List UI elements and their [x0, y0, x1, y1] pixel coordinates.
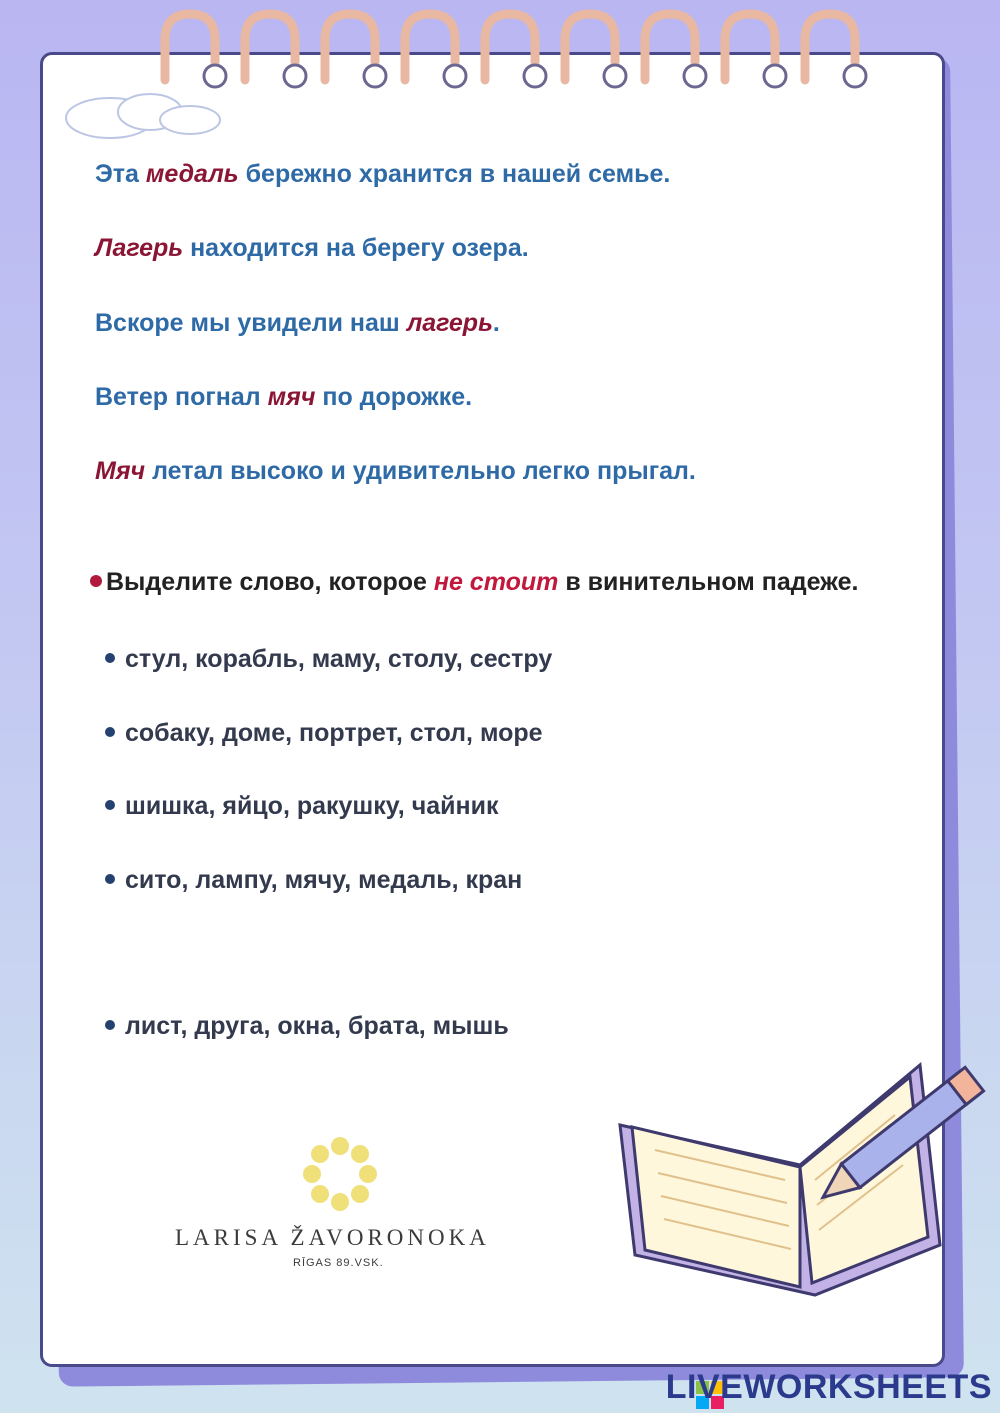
option-item[interactable] [105, 719, 543, 748]
highlighted-word[interactable]: мяч [267, 383, 316, 411]
sentence-4 [95, 383, 472, 412]
option-text[interactable]: стул, корабль, маму, столу, сестру [125, 645, 553, 673]
option-text[interactable]: шишка, яйцо, ракушку, чайник [125, 792, 499, 820]
logo-name: LARISA ŽAVORONOKA [175, 1225, 490, 1250]
sentence-text: Вскоре мы увидели наш [95, 309, 407, 337]
open-book-pencil-illustration [600, 1055, 1000, 1315]
task-instruction [90, 568, 858, 597]
sentence-text: находится на берегу озера. [183, 234, 529, 262]
sentence-2 [95, 234, 529, 263]
footer-brand[interactable]: LIVEWORKSHEETS [665, 1368, 992, 1406]
option-item[interactable] [105, 645, 552, 674]
task-text: Выделите слово, которое [106, 568, 434, 596]
sentence-3 [95, 309, 500, 338]
option-text[interactable]: сито, лампу, мячу, медаль, кран [125, 866, 523, 894]
option-text[interactable]: собаку, доме, портрет, стол, море [125, 719, 543, 747]
flower-logo-icon [298, 1132, 382, 1216]
bullet-icon [105, 800, 115, 810]
bullet-icon [105, 1020, 115, 1030]
sentence-1 [95, 160, 670, 189]
option-item[interactable] [105, 792, 498, 821]
task-text: в винительном падеже. [558, 568, 859, 596]
option-item[interactable] [105, 866, 522, 895]
sentence-text: по дорожке. [315, 383, 473, 411]
option-item[interactable] [105, 1012, 509, 1041]
sentence-text: летал высоко и удивительно легко прыгал. [145, 457, 696, 485]
sentence-text: Эта [95, 160, 146, 188]
sentence-text: . [492, 309, 500, 337]
bullet-icon [105, 653, 115, 663]
highlighted-word[interactable]: медаль [145, 160, 239, 188]
spiral-rings-decoration [0, 0, 1000, 140]
highlighted-word[interactable]: Лагерь [95, 234, 184, 262]
sentence-5 [95, 457, 696, 486]
bullet-icon [105, 874, 115, 884]
highlighted-word[interactable]: Мяч [95, 457, 146, 485]
sentence-text: бережно хранится в нашей семье. [238, 160, 671, 188]
sentence-text: Ветер погнал [95, 383, 268, 411]
option-text[interactable]: лист, друга, окна, брата, мышь [125, 1012, 509, 1040]
bullet-icon [105, 727, 115, 737]
highlighted-word[interactable]: лагерь [406, 309, 493, 337]
task-emphasis: не стоит [433, 568, 559, 596]
bullet-icon [90, 575, 102, 587]
logo-subtitle: RĪGAS 89.VSK. [293, 1257, 384, 1269]
